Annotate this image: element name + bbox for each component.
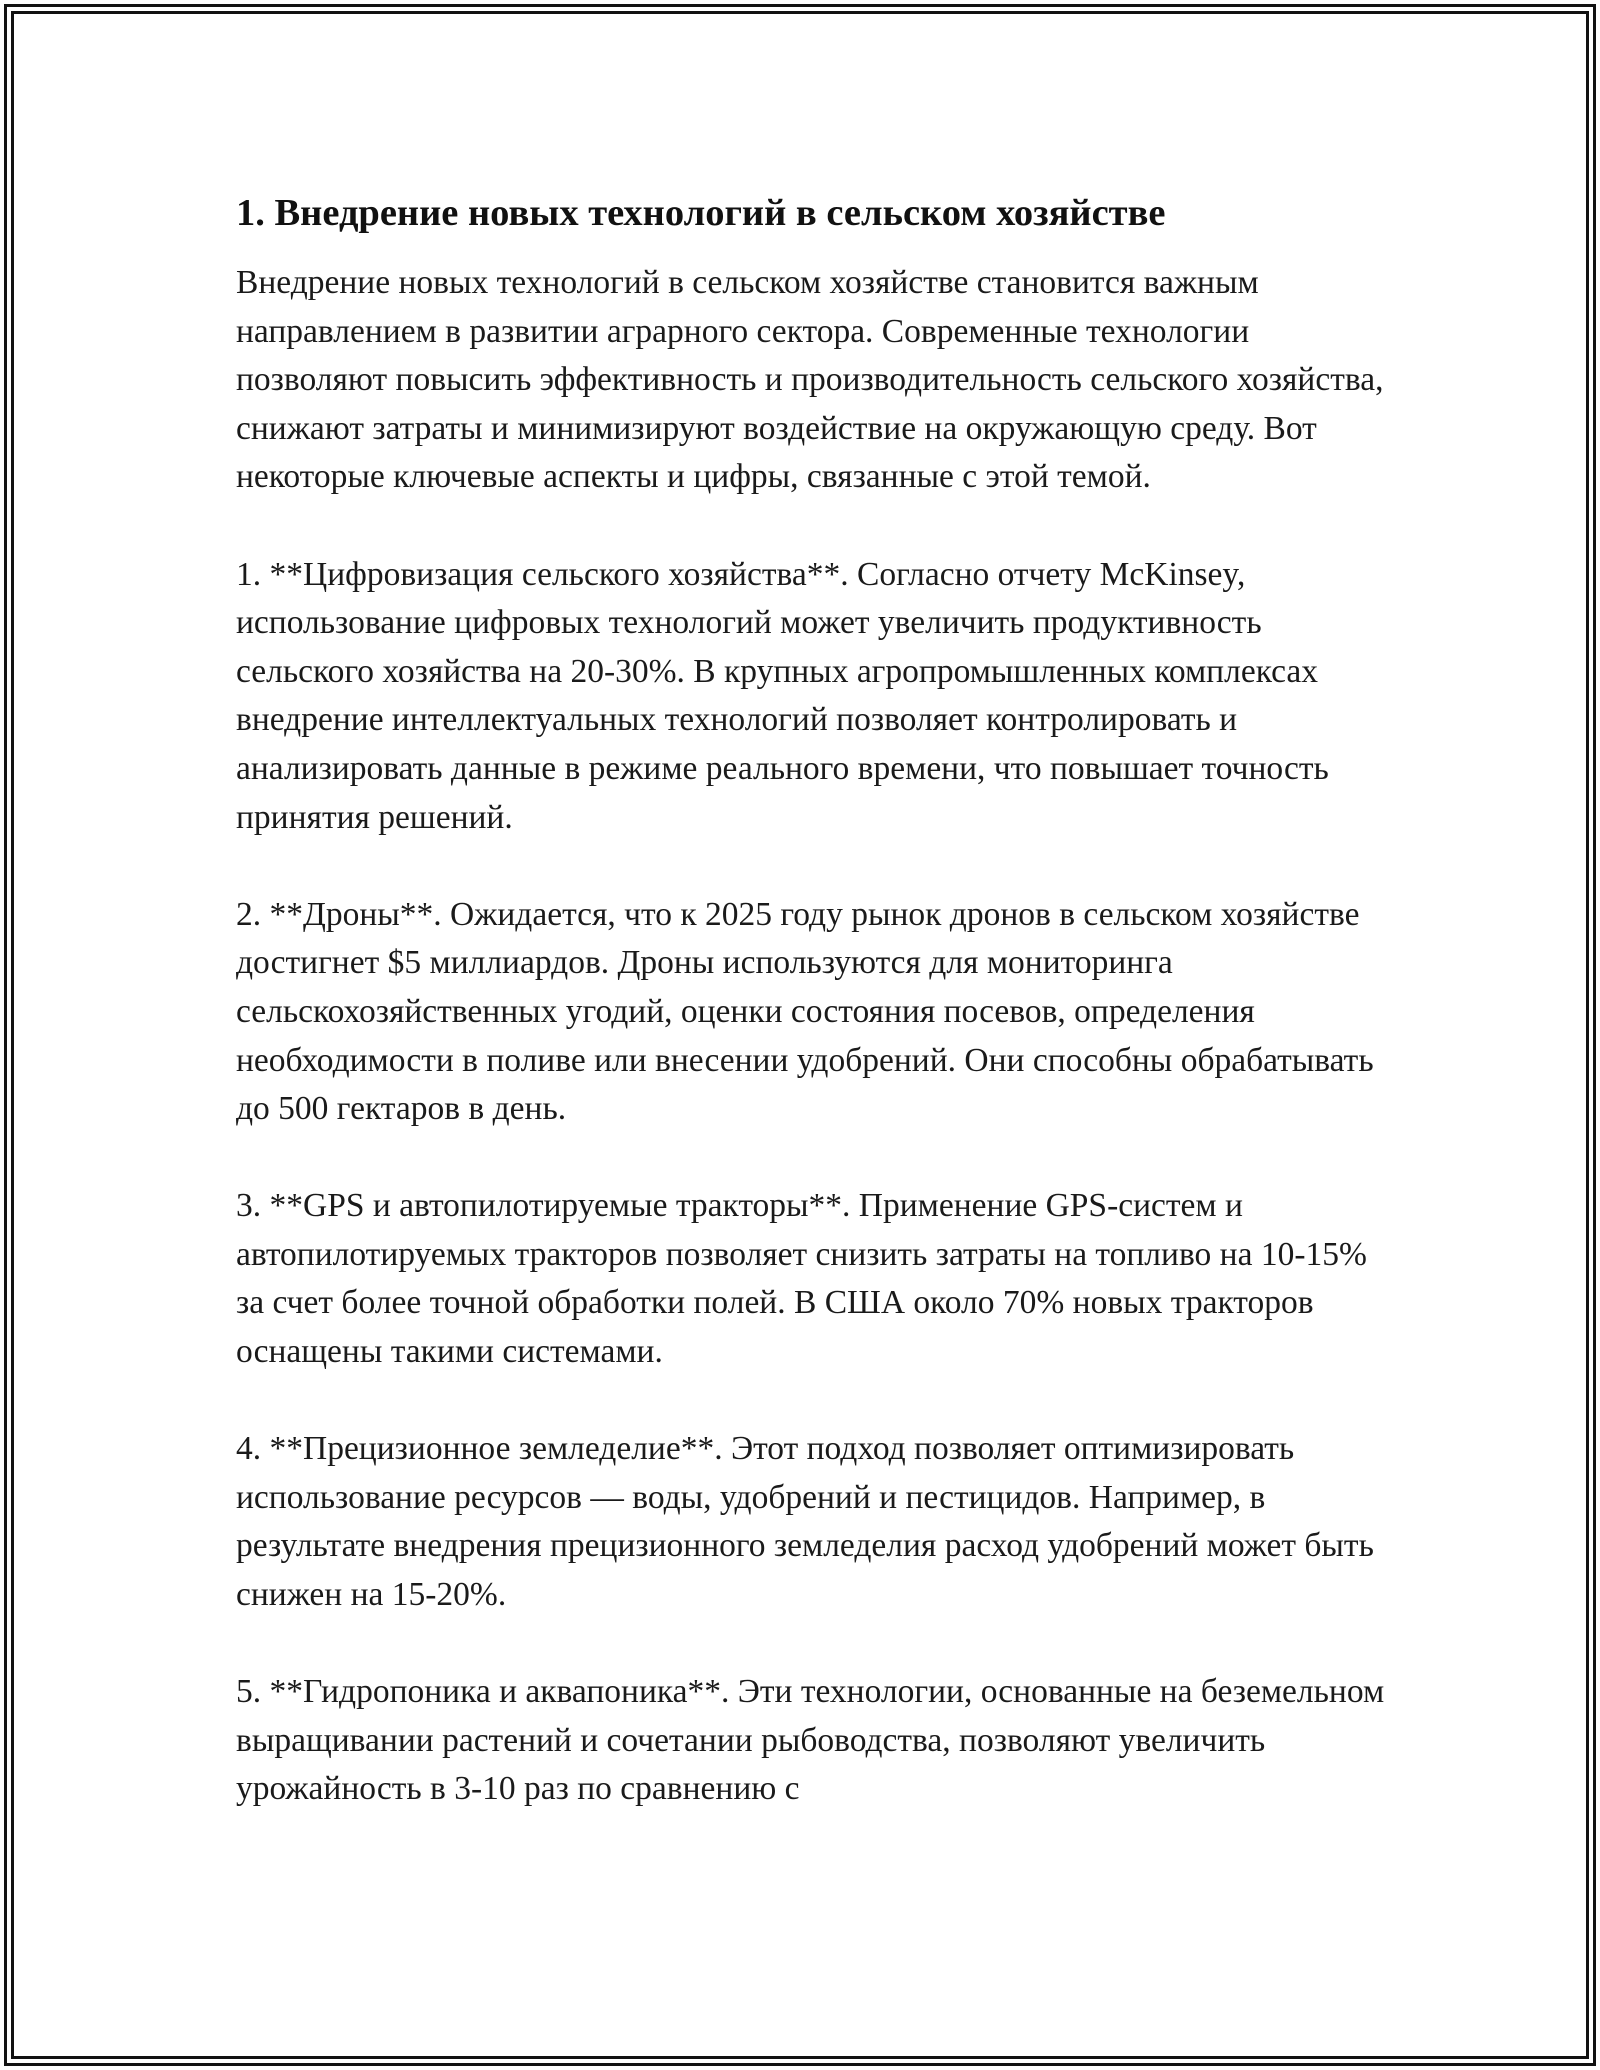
paragraph-precision-farming: 4. **Прецизионное земледелие**. Этот подход позволяет оптимизировать использование ресурсов — воды, удобрений и пестицидов. Например, в результате внедрения прецизионного земледелия расход удобрений может быть снижен на 15-20%.: [236, 1430, 1374, 1614]
paragraph-hydroponics: 5. **Гидропоника и аквапоника**. Эти технологии, основанные на беземельном выращивании растений и сочетании рыбоводства, позволяют увеличить урожайность в 3-10 раз по сравнению с: [236, 1673, 1385, 1808]
intro-paragraph: Внедрение новых технологий в сельском хозяйстве становится важным направлением в развитии аграрного сектора. Современные технологии позволяют повысить эффективность и производительность сельского хозяйства, снижают затраты и минимизируют воздействие на окружающую среду. Вот некоторые ключевые аспекты и цифры, связанные с этой темой.: [236, 264, 1384, 496]
paragraph-digitalization: 1. **Цифровизация сельского хозяйства**. Согласно отчету McKinsey, использование цифровых технологий может увеличить продуктивность сельского хозяйства на 20-30%. В крупных агропромышленных комплексах внедрение интеллектуальных технологий позволяет контролировать и анализировать данные в режиме реального времени, что повышает точность принятия решений.: [236, 555, 1329, 836]
document-body: [236, 186, 1386, 1814]
document-title: 1. Внедрение новых технологий в сельском хозяйстве: [236, 192, 1166, 234]
paragraph-drones: 2. **Дроны**. Ожидается, что к 2025 году рынок дронов в сельском хозяйстве достигнет $5 миллиардов. Дроны используются для мониторинга сельскохозяйственных угодий, оценки состояния посевов, определения необходимости в поливе или внесении удобрений. Они способны обрабатывать до 500 гектаров в день.: [236, 895, 1374, 1128]
paragraph-gps-tractors: 3. **GPS и автопилотируемые тракторы**. Применение GPS-систем и автопилотируемых тракторов позволяет снизить затраты на топливо на 10-15% за счет более точной обработки полей. В США около 70% новых тракторов оснащены такими системами.: [236, 1187, 1367, 1371]
